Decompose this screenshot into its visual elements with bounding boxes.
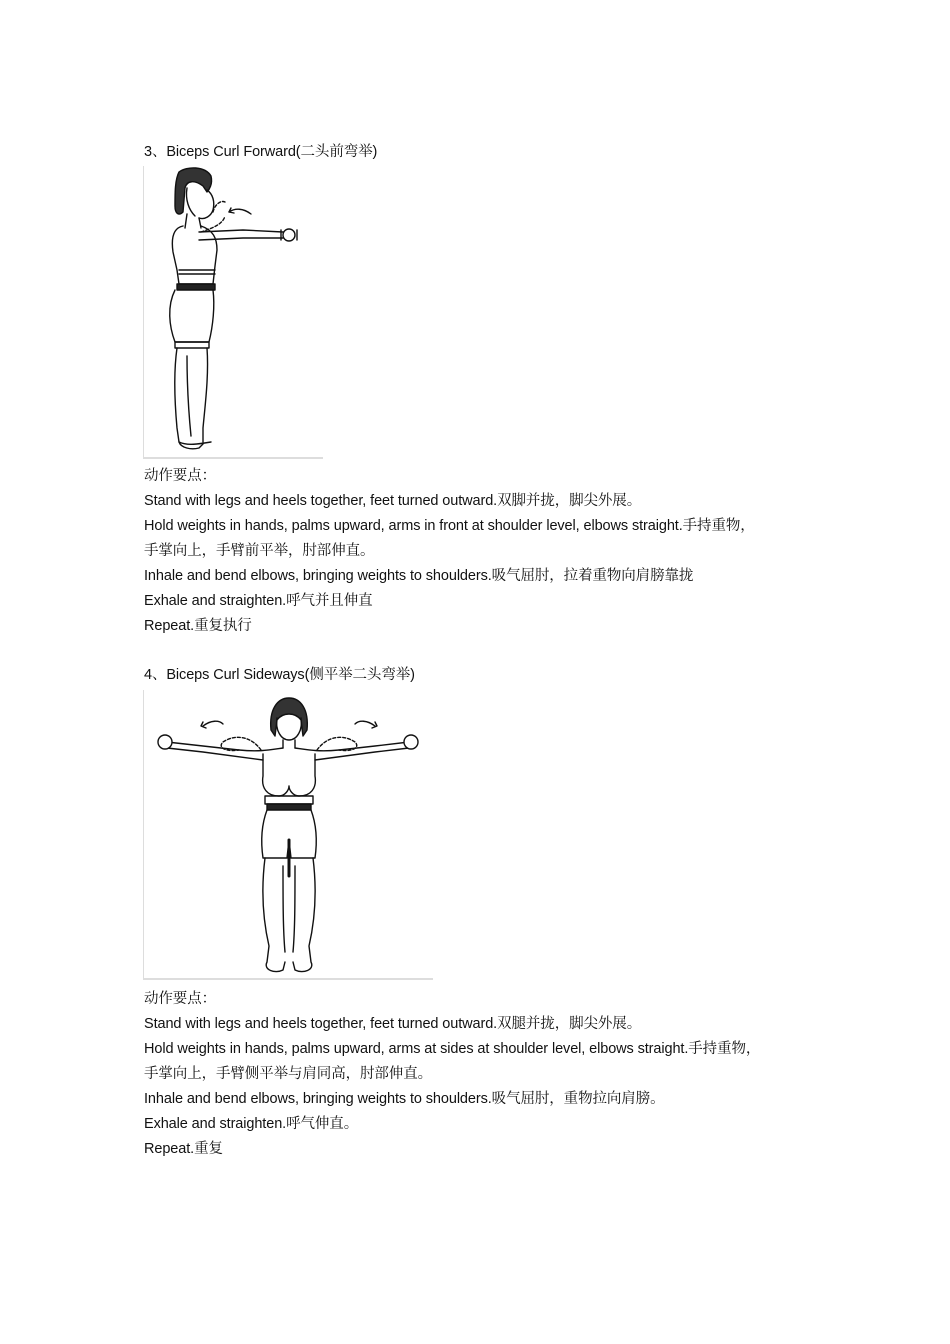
section-3-step: Exhale and straighten.呼气并且伸直 xyxy=(144,593,373,609)
section-4-title: 4、Biceps Curl Sideways(侧平举二头弯举) xyxy=(144,667,415,683)
woman-biceps-curl-forward-illustration-icon xyxy=(143,166,325,459)
section-3-step: Inhale and bend elbows, bringing weights to shoulders.吸气屈肘，拉着重物向肩膀靠拢 xyxy=(144,568,694,584)
section-4-step: Hold weights in hands, palms upward, arms at sides at shoulder level, elbows straight.手持重物， xyxy=(144,1041,761,1057)
section-4-step: 手掌向上，手臂侧平举与肩同高，肘部伸直。 xyxy=(144,1066,432,1082)
section-4-step: Stand with legs and heels together, feet turned outward.双腿并拢，脚尖外展。 xyxy=(144,1016,642,1032)
section-3-step: 手掌向上，手臂前平举，肘部伸直。 xyxy=(144,543,375,559)
section-3-step: Repeat.重复执行 xyxy=(144,618,252,634)
section-4-points-heading: 动作要点： xyxy=(144,991,216,1007)
section-4-step: Repeat.重复 xyxy=(144,1141,223,1157)
section-4-figure xyxy=(143,690,435,982)
section-3-title: 3、Biceps Curl Forward(二头前弯举) xyxy=(144,144,378,160)
section-3-points-heading: 动作要点： xyxy=(144,468,216,484)
section-3-step: Stand with legs and heels together, feet turned outward.双脚并拢，脚尖外展。 xyxy=(144,493,642,509)
section-4-step: Inhale and bend elbows, bringing weights to shoulders.吸气屈肘，重物拉向肩膀。 xyxy=(144,1091,665,1107)
woman-biceps-curl-sideways-illustration-icon xyxy=(143,690,435,982)
section-3-step: Hold weights in hands, palms upward, arms in front at shoulder level, elbows straight.手持重物， xyxy=(144,518,755,534)
section-3-figure xyxy=(143,166,325,459)
section-4-step: Exhale and straighten.呼气伸直。 xyxy=(144,1116,359,1132)
